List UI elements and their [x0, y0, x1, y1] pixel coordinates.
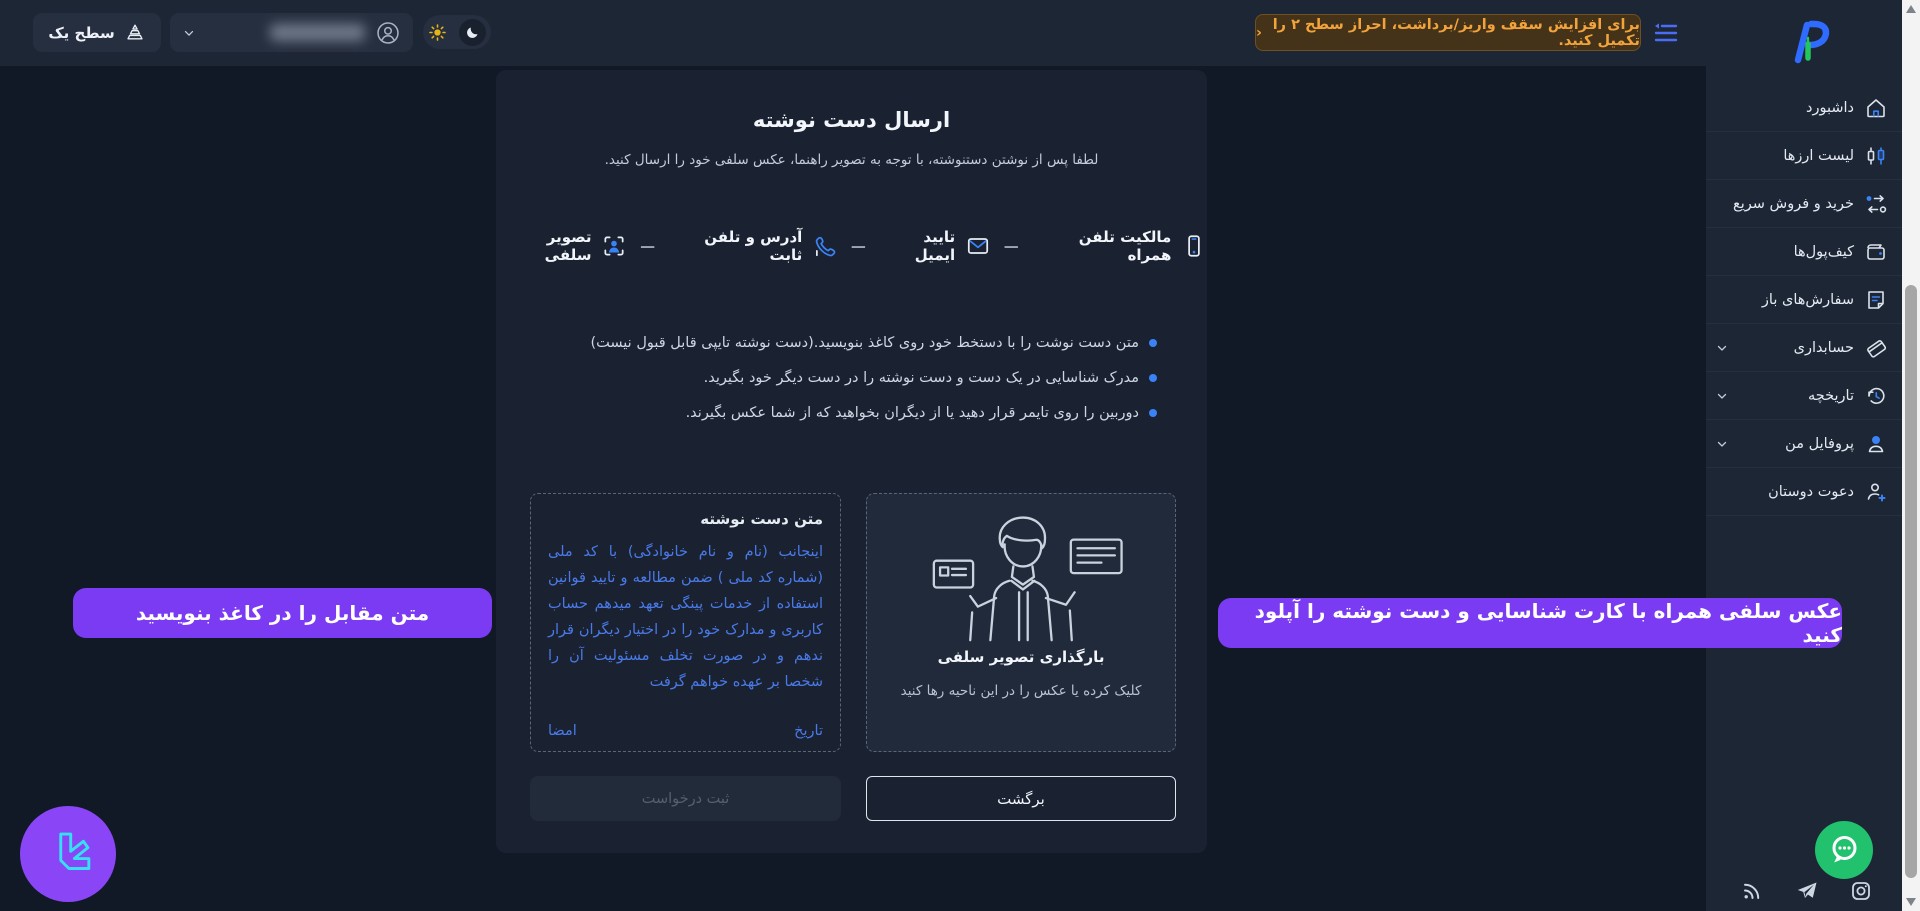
step-label: آدرس و تلفن ثابت	[704, 228, 803, 264]
submit-request-button[interactable]: ثبت درخواست	[530, 776, 841, 821]
sidebar-item-label: لیست ارزها	[1783, 147, 1854, 164]
home-icon	[1864, 96, 1888, 120]
selfie-upload-dropzone[interactable]	[866, 493, 1176, 752]
handwriting-body: اینجانب (نام و نام خانوادگی) با کد ملی (شماره کد ملی ) ضمن مطالعه و تایید قوانین استفاده از خدمات پینگی تعهد میدهم حساب کاربری و مدارک خود را در اختیار دیگران قرار ندهم و در صورت تخلف مسئولیت آن را شخصا بر عهده خواهم گرفت	[548, 544, 823, 691]
sidebar-item-my-profile[interactable]	[1706, 420, 1902, 468]
instruction-text: مدرک شناسایی در یک دست و دست نوشته را در دست دیگر خود بگیرید.	[703, 370, 1139, 386]
email-icon	[964, 233, 991, 260]
back-button[interactable]: برگشت	[866, 776, 1176, 821]
sidebar-item-currency-list[interactable]	[1706, 132, 1902, 180]
step-selfie	[496, 228, 627, 264]
sidebar-item-label: داشبورد	[1806, 99, 1854, 116]
bullet-dot	[1149, 374, 1157, 382]
user-level-badge[interactable]	[33, 13, 161, 52]
level-pyramid-icon	[124, 22, 146, 44]
list-item	[546, 335, 1157, 351]
scrollbar-thumb[interactable]	[1905, 285, 1917, 878]
sidebar-menu	[1706, 84, 1902, 516]
upload-selfie-tooltip: عکس سلفی همراه با کارت شناسایی و دست نوشته را آپلود کنید	[1218, 598, 1842, 648]
sidebar-item-label: کیف‌پول‌ها	[1793, 243, 1854, 260]
step-label: تایید ایمیل	[914, 228, 956, 264]
bullet-dot	[1149, 409, 1157, 417]
chevron-down-icon	[182, 26, 196, 40]
brand-glyph-icon	[39, 825, 97, 883]
step-mobile-ownership	[1032, 228, 1207, 264]
sun-icon[interactable]	[428, 23, 447, 42]
upload-title: بارگذاری تصویر سلفی	[937, 648, 1105, 666]
chevron-down-icon	[1716, 342, 1728, 354]
kyc-stepper	[496, 228, 1207, 264]
rss-icon[interactable]	[1740, 879, 1764, 903]
moon-icon[interactable]	[459, 19, 486, 46]
list-item	[546, 370, 1157, 386]
step-label: تصویر سلفی	[544, 228, 592, 264]
sidebar-item-label: دعوت دوستان	[1768, 483, 1854, 500]
orders-icon	[1864, 288, 1888, 312]
sidebar-item-label: خرید و فروش سریع	[1733, 195, 1854, 212]
page-title: ارسال دست نوشته	[752, 108, 951, 132]
card-icon	[1864, 336, 1888, 360]
selfie-icon	[601, 233, 628, 260]
sidebar-collapse-icon[interactable]	[1650, 18, 1682, 48]
sidebar-item-label: پروفایل من	[1785, 435, 1854, 452]
handwriting-text-panel	[530, 493, 841, 752]
brand-logo[interactable]	[1786, 16, 1830, 66]
user-circle-icon	[375, 20, 401, 46]
step-separator: —	[1003, 237, 1019, 255]
step-label: مالکیت تلفن همراه	[1078, 228, 1172, 264]
scrollbar-up-arrow[interactable]	[1906, 5, 1916, 13]
notice-text: برای افزایش سقف واریز/برداشت، احراز سطح ۲ را تکمیل کنید.	[1272, 16, 1640, 49]
mobile-icon	[1180, 233, 1207, 260]
step-address-phone	[668, 228, 838, 264]
selfie-illustration	[905, 508, 1137, 644]
history-icon	[1864, 384, 1888, 408]
support-chat-button[interactable]	[1815, 821, 1873, 879]
chevron-down-icon	[1716, 390, 1728, 402]
kyc-level2-notice[interactable]	[1255, 14, 1641, 51]
scrollbar-down-arrow[interactable]	[1906, 898, 1916, 906]
write-text-tooltip: متن مقابل را در کاغذ بنویسید	[73, 588, 492, 638]
invite-icon	[1864, 480, 1888, 504]
step-separator: —	[850, 237, 866, 255]
chat-bubble-icon	[1826, 832, 1862, 868]
wallet-icon	[1864, 240, 1888, 264]
sidebar-item-accounting[interactable]	[1706, 324, 1902, 372]
instagram-icon[interactable]	[1849, 879, 1873, 903]
sidebar-item-label: حسابداری	[1793, 339, 1854, 356]
chevron-down-icon	[1716, 438, 1728, 450]
sidebar-item-wallets[interactable]	[1706, 228, 1902, 276]
level-label: سطح یک	[48, 23, 115, 42]
date-label: تاریخ	[794, 723, 823, 739]
account-selector[interactable]	[170, 13, 413, 52]
signature-label: امضا	[548, 723, 577, 739]
sidebar-item-label: سفارش‌های باز	[1761, 291, 1854, 308]
phone-icon	[811, 233, 838, 260]
theme-toggle[interactable]	[423, 15, 491, 49]
instruction-list	[546, 335, 1157, 440]
profile-icon	[1864, 432, 1888, 456]
list-item	[546, 405, 1157, 421]
sidebar-item-history[interactable]	[1706, 372, 1902, 420]
notice-chevron-left-icon: ‹	[1256, 24, 1262, 41]
kyc-handwriting-card	[496, 70, 1207, 853]
sidebar-item-open-orders[interactable]	[1706, 276, 1902, 324]
page-subtitle: لطفا پس از نوشتن دستنوشته، با توجه به تصویر راهنما، عکس سلفی خود را ارسال کنید.	[604, 152, 1099, 168]
instruction-text: متن دست نوشت را با دستخط خود روی کاغذ بنویسید.(دست نوشته تایپی قابل قبول نیست)	[590, 335, 1139, 351]
swap-icon	[1864, 192, 1888, 216]
sidebar-item-dashboard[interactable]	[1706, 84, 1902, 132]
candlestick-icon	[1864, 144, 1888, 168]
upload-hint: کلیک کرده یا عکس را در این ناحیه رها کنید	[900, 683, 1142, 699]
step-email-verify	[879, 228, 991, 264]
brand-widget-button[interactable]	[20, 806, 116, 902]
sidebar-item-label: تاریخچه	[1808, 387, 1854, 404]
sidebar-item-quick-trade[interactable]	[1706, 180, 1902, 228]
account-name-redacted	[270, 24, 365, 41]
instruction-text: دوربین را روی تایمر قرار دهید یا از دیگران بخواهید که از شما عکس بگیرند.	[685, 405, 1139, 421]
sidebar-item-invite-friends[interactable]	[1706, 468, 1902, 516]
telegram-icon[interactable]	[1795, 879, 1819, 903]
handwriting-title: متن دست نوشته	[700, 510, 823, 528]
bullet-dot	[1149, 339, 1157, 347]
step-separator: —	[640, 237, 656, 255]
